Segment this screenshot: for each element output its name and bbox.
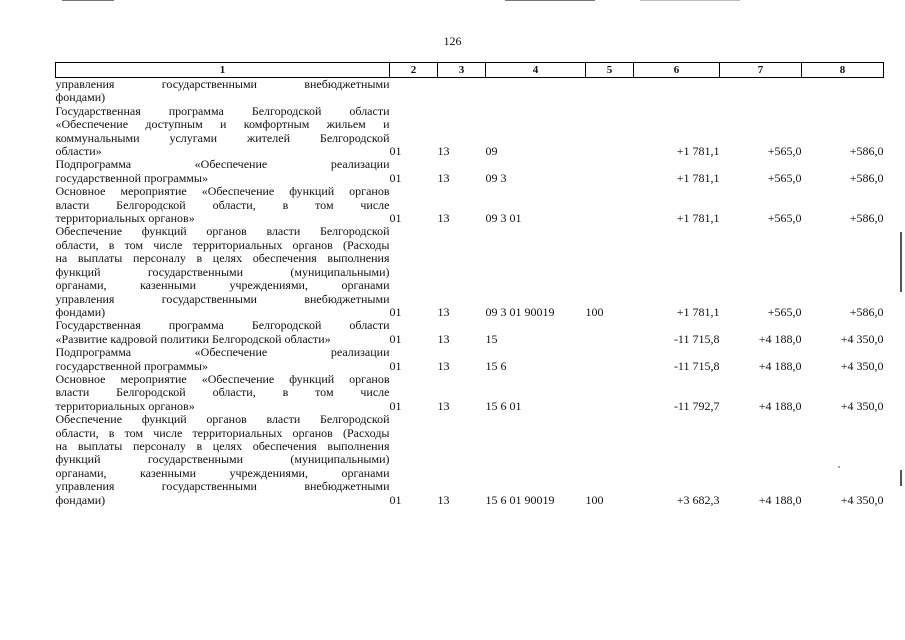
description-line: области, в том числе территориальных органов (Расходы — [55, 237, 390, 252]
amount-col6-cell: -11 792,7 — [673, 398, 720, 413]
amount-col6-cell: +1 781,1 — [676, 144, 720, 159]
amount-col8-cell: +586,0 — [849, 211, 884, 226]
description-line: органами, казенными учреждениями, органами — [55, 465, 390, 480]
target-article-cell: 09 3 01 90019 — [485, 304, 555, 319]
amount-col8-cell: +586,0 — [849, 170, 884, 185]
target-article-cell — [486, 78, 586, 105]
description-line: фондами) — [55, 304, 106, 319]
description-line: Обеспечение функций органов власти Белгородской — [55, 412, 390, 427]
description-line: Обеспечение функций органов власти Белгородской — [55, 224, 390, 239]
budget-table — [55, 62, 884, 507]
table-row — [56, 373, 884, 413]
section-code-cell — [390, 78, 438, 105]
section-code-cell: 01 — [389, 398, 402, 413]
section-code-cell: 01 — [389, 358, 402, 373]
description-line: управления государственными внебюджетными — [55, 291, 390, 306]
description-line: управления государственными внебюджетными — [55, 77, 390, 91]
description-line: Основное мероприятие «Обеспечение функций органов — [55, 184, 390, 199]
amount-col6-cell: -11 715,8 — [673, 358, 720, 373]
scan-top-edge-line — [640, 0, 740, 1]
description-line: власти Белгородской области, в том числе — [55, 385, 390, 400]
column-header: 7 — [720, 63, 802, 78]
expense-type-cell — [586, 158, 634, 185]
amount-col6-cell: -11 715,8 — [673, 331, 720, 346]
column-header: 8 — [802, 63, 884, 78]
column-header: 3 — [438, 63, 486, 78]
description-line: области» — [55, 144, 102, 159]
amount-col6-cell: +3 682,3 — [676, 492, 720, 507]
amount-col7-cell: +565,0 — [767, 144, 802, 159]
subsection-code-cell: 13 — [437, 398, 450, 413]
table-row — [56, 346, 884, 373]
description-line: «Обеспечение доступным и комфортным жильем и — [55, 117, 390, 132]
row-description — [56, 185, 390, 225]
amount-col8-cell: +4 350,0 — [840, 358, 884, 373]
expense-type-cell: 100 — [585, 304, 604, 319]
scan-right-edge-mark — [900, 232, 902, 292]
scan-top-edge-line — [62, 0, 114, 1]
column-header: 5 — [586, 63, 634, 78]
expense-type-cell — [586, 78, 634, 105]
amount-col7-cell — [720, 78, 802, 105]
description-line: коммунальными услугами жителей Белгородской — [55, 130, 390, 145]
amount-col8-cell: +4 350,0 — [840, 398, 884, 413]
expense-type-cell — [586, 105, 634, 159]
row-description — [56, 225, 390, 319]
table-row — [56, 225, 884, 319]
row-description — [56, 413, 390, 507]
description-line: Основное мероприятие «Обеспечение функций органов — [55, 371, 390, 386]
expense-type-cell — [586, 373, 634, 413]
subsection-code-cell: 13 — [437, 331, 450, 346]
column-header: 6 — [634, 63, 720, 78]
table-row — [56, 319, 884, 346]
description-line: фондами) — [55, 492, 106, 507]
row-description — [56, 373, 390, 413]
amount-col6-cell: +1 781,1 — [676, 170, 720, 185]
amount-col7-cell: +4 188,0 — [758, 358, 802, 373]
amount-col7-cell: +565,0 — [767, 170, 802, 185]
section-code-cell: 01 — [389, 144, 402, 159]
description-line: фондами) — [55, 90, 106, 105]
amount-col7-cell: +565,0 — [767, 211, 802, 226]
table-row — [56, 185, 884, 225]
column-header: 2 — [390, 63, 438, 78]
subsection-code-cell — [438, 78, 486, 105]
amount-col6-cell: +1 781,1 — [676, 304, 720, 319]
subsection-code-cell: 13 — [437, 358, 450, 373]
section-code-cell: 01 — [389, 304, 402, 319]
description-line: государственной программы» — [55, 170, 208, 185]
header-row — [56, 63, 884, 78]
amount-col7-cell: +4 188,0 — [758, 331, 802, 346]
description-line: управления государственными внебюджетными — [55, 479, 390, 494]
row-description — [56, 105, 390, 159]
row-description — [56, 346, 390, 373]
scan-right-edge-mark — [900, 470, 902, 486]
section-code-cell: 01 — [389, 492, 402, 507]
expense-type-cell: 100 — [585, 492, 604, 507]
subsection-code-cell: 13 — [437, 211, 450, 226]
section-code-cell: 01 — [389, 331, 402, 346]
table-row — [56, 413, 884, 507]
target-article-cell: 15 6 01 90019 — [485, 492, 555, 507]
target-article-cell: 15 6 — [485, 358, 507, 373]
amount-col8-cell: +4 350,0 — [840, 331, 884, 346]
description-line: Подпрограмма «Обеспечение реализации — [55, 157, 390, 172]
scan-top-edge-line — [505, 0, 595, 1]
target-article-cell: 09 3 01 — [485, 211, 522, 226]
table-row — [56, 78, 884, 105]
row-description — [56, 319, 390, 346]
amount-col7-cell: +4 188,0 — [758, 398, 802, 413]
description-line: функций государственными (муниципальными) — [55, 264, 390, 279]
expense-type-cell — [586, 185, 634, 225]
expense-type-cell — [586, 319, 634, 346]
row-description — [56, 78, 390, 105]
description-line: органами, казенными учреждениями, органами — [55, 278, 390, 293]
subsection-code-cell: 13 — [437, 304, 450, 319]
amount-col6-cell: +1 781,1 — [676, 211, 720, 226]
description-line: территориальных органов» — [55, 398, 195, 413]
subsection-code-cell: 13 — [437, 144, 450, 159]
amount-col8-cell: +586,0 — [849, 304, 884, 319]
column-header: 1 — [56, 63, 390, 78]
description-line: территориальных органов» — [55, 211, 195, 226]
amount-col8-cell — [802, 78, 884, 105]
column-header: 4 — [486, 63, 586, 78]
subsection-code-cell: 13 — [437, 170, 450, 185]
section-code-cell: 01 — [389, 211, 402, 226]
amount-col7-cell: +565,0 — [767, 304, 802, 319]
description-line: на выплаты персоналу в целях обеспечения выполнения — [55, 438, 390, 453]
target-article-cell: 09 3 — [485, 170, 507, 185]
table-row — [56, 105, 884, 159]
target-article-cell: 09 — [485, 144, 498, 159]
description-line: Государственная программа Белгородской области — [55, 318, 390, 333]
description-line: на выплаты персоналу в целях обеспечения выполнения — [55, 251, 390, 266]
description-line: власти Белгородской области, в том числе — [55, 197, 390, 212]
section-code-cell: 01 — [389, 170, 402, 185]
amount-col7-cell: +4 188,0 — [758, 492, 802, 507]
target-article-cell: 15 — [485, 331, 498, 346]
subsection-code-cell: 13 — [437, 492, 450, 507]
description-line: государственной программы» — [55, 358, 208, 373]
page-number: 126 — [443, 34, 462, 48]
target-article-cell: 15 6 01 — [485, 398, 522, 413]
budget-table-body — [56, 78, 884, 508]
amount-col6-cell — [634, 78, 720, 105]
description-line: функций государственными (муниципальными) — [55, 452, 390, 467]
table-row — [56, 158, 884, 185]
description-line: области, в том числе территориальных органов (Расходы — [55, 425, 390, 440]
amount-col8-cell: +586,0 — [849, 144, 884, 159]
row-description — [56, 158, 390, 185]
amount-col8-cell: +4 350,0 — [840, 492, 884, 507]
description-line: Государственная программа Белгородской области — [55, 103, 390, 118]
expense-type-cell — [586, 346, 634, 373]
description-line: «Развитие кадровой политики Белгородской области» — [55, 331, 331, 346]
description-line: Подпрограмма «Обеспечение реализации — [55, 345, 390, 360]
